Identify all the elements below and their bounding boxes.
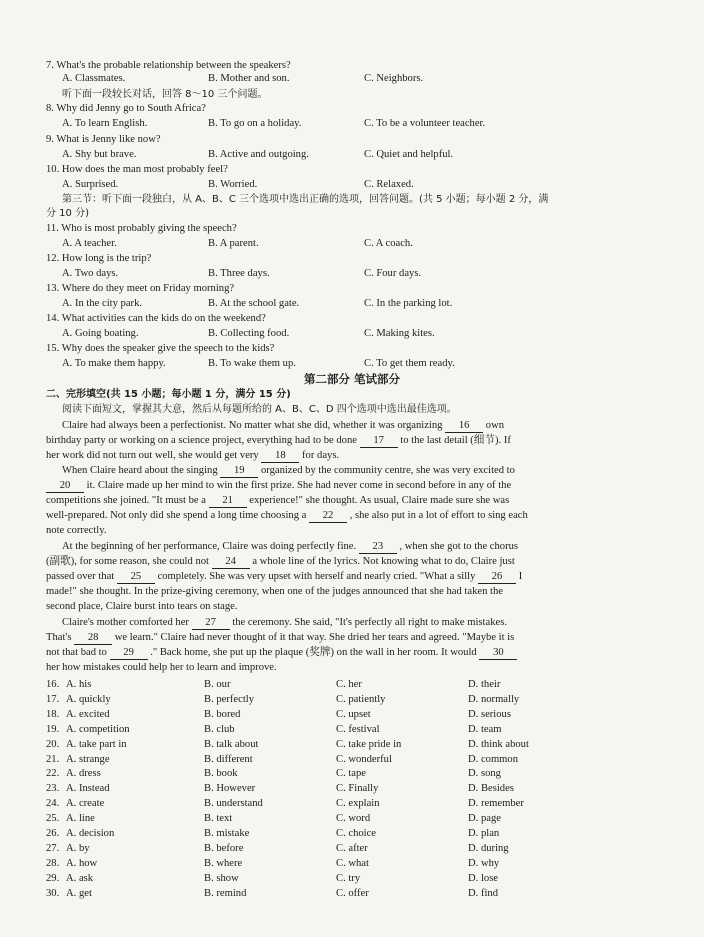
blank-17: 17	[360, 435, 398, 448]
option-c: C. explain	[336, 798, 380, 810]
option-a: A. quickly	[66, 693, 111, 705]
passage-line-14: Claire's mother comforted her 27 the ceremony. She said, "It's perfectly all right to make mistakes.	[62, 617, 507, 628]
option-c: C. what	[336, 857, 369, 869]
passage-line-8: note correctly.	[46, 525, 107, 536]
option-11a: A. A teacher.	[62, 238, 117, 249]
passage-line-12: made!" she thought. In the prize-giving ceremony, when one of the judges announced that she had taken the	[46, 586, 503, 597]
question-14: 14. What activities can the kids do on the weekend?	[46, 313, 266, 324]
passage-line-17: her how mistakes could help her to learn and improve.	[46, 662, 277, 673]
option-7a: A. Classmates.	[62, 73, 126, 84]
option-d: D. team	[468, 723, 502, 735]
option-9a: A. Shy but brave.	[62, 149, 137, 160]
option-a: A. line	[66, 813, 95, 825]
question-7: 7. What's the probable relationship between the speakers?	[46, 60, 291, 71]
option-a: A. Instead	[66, 783, 110, 795]
blank-25: 25	[117, 571, 155, 584]
option-b: B. club	[204, 723, 235, 735]
blank-21: 21	[209, 495, 247, 508]
option-a: A. ask	[66, 872, 94, 884]
passage-line-7: well-prepared. Not only did she spend a long time choosing a 22 , she also put in a lot of effort to sing each	[46, 510, 528, 521]
instruction-8-10: 听下面一段较长对话，回答 8～10 三个问题。	[62, 89, 268, 100]
option-number: 28.	[46, 857, 60, 869]
option-10a: A. Surprised.	[62, 179, 119, 190]
passage-line-11: passed over that 25 completely. She was very upset with herself and nearly cried. "What a silly 26 I	[46, 571, 523, 582]
option-a: A. dress	[66, 768, 101, 780]
question-8: 8. Why did Jenny go to South Africa?	[46, 103, 206, 114]
option-d: D. song	[468, 768, 501, 780]
option-b: B. talk about	[204, 738, 259, 750]
option-c: C. upset	[336, 708, 371, 720]
option-a: A. competition	[66, 723, 130, 735]
option-a: A. how	[66, 857, 98, 869]
question-11: 11. Who is most probably giving the speech?	[46, 223, 237, 234]
option-number: 21.	[46, 753, 60, 765]
passage-line-2: birthday party or working on a science project, everything had to be done 17 to the last detail (细节). If	[46, 435, 511, 446]
option-c: C. festival	[336, 723, 380, 735]
option-b: B. text	[204, 813, 233, 825]
option-b: B. show	[204, 872, 239, 884]
option-number: 22.	[46, 768, 60, 780]
option-a: A. strange	[66, 753, 110, 765]
option-d: D. find	[468, 887, 499, 899]
option-14b: B. Collecting food.	[208, 328, 290, 339]
option-d: D. common	[468, 753, 519, 765]
option-c: C. choice	[336, 828, 377, 839]
passage-line-4: When Claire heard about the singing 19 organized by the community centre, she was very excited to	[62, 465, 515, 476]
passage-line-13: second place, Claire burst into tears on stage.	[46, 601, 238, 612]
passage-line-1: Claire had always been a perfectionist. No matter what she did, whether it was organizing 16 own	[62, 420, 505, 431]
part2-title: 第二部分 笔试部分	[303, 372, 400, 386]
passage-line-16: not that bad to 29 ." Back home, she put up the plaque (奖牌) on the wall in her room. It would 30	[46, 646, 517, 660]
option-b: B. bored	[204, 708, 241, 720]
option-15b: B. To wake them up.	[208, 358, 296, 369]
option-d: D. remember	[468, 798, 524, 810]
option-number: 23.	[46, 783, 60, 795]
question-10: 10. How does the man most probably feel?	[46, 164, 228, 175]
option-c: C. tape	[336, 768, 367, 780]
cloze-header: 二、完形填空(共 15 小题；每小题 1 分，满分 15 分)	[46, 389, 291, 400]
question-13: 13. Where do they meet on Friday morning?	[46, 283, 235, 294]
option-d: D. lose	[468, 872, 499, 884]
option-13c: C. In the parking lot.	[364, 298, 453, 309]
option-12c: C. Four days.	[364, 268, 422, 279]
option-number: 30.	[46, 887, 60, 899]
question-9: 9. What is Jenny like now?	[46, 134, 161, 145]
blank-23: 23	[359, 541, 397, 554]
option-a: A. his	[66, 679, 92, 690]
option-number: 18.	[46, 708, 60, 720]
passage-line-10: (副歌), for some reason, she could not 24 a whole line of the lyrics. Not knowing what to do, Claire just	[46, 556, 515, 567]
passage-line-3: her work did not turn out well, she would get very 18 for days.	[46, 450, 340, 461]
option-a: A. excited	[66, 708, 110, 720]
option-15a: A. To make them happy.	[62, 358, 166, 369]
option-d: D. Besides	[468, 783, 514, 795]
passage-line-15: That's 28 we learn." Claire had never thought of it that way. She dried her tears and agreed. "Maybe it is	[46, 632, 515, 643]
option-number: 24.	[46, 798, 60, 810]
option-10c: C. Relaxed.	[364, 179, 414, 190]
option-a: A. decision	[66, 828, 115, 839]
option-b: B. However	[204, 783, 256, 795]
option-c: C. after	[336, 842, 368, 854]
option-14c: C. Making kites.	[364, 328, 435, 339]
option-7b: B. Mother and son.	[208, 73, 290, 84]
option-9b: B. Active and outgoing.	[208, 149, 309, 160]
section3-instruction: 第三节：听下面一段独白，从 A、B、C 三个选项中选出正确的选项，回答问题。(共 5 小题；每小题 2 分，满	[62, 194, 549, 205]
option-number: 26.	[46, 828, 60, 839]
blank-30: 30	[479, 647, 517, 660]
option-c: C. wonderful	[336, 753, 392, 765]
option-a: A. take part in	[66, 738, 127, 750]
option-c: C. Finally	[336, 783, 379, 795]
option-b: B. where	[204, 857, 243, 869]
option-13a: A. In the city park.	[62, 298, 143, 309]
option-number: 20.	[46, 738, 60, 750]
blank-27: 27	[192, 617, 230, 630]
option-b: B. different	[204, 753, 253, 765]
option-a: A. get	[66, 887, 92, 899]
option-d: D. page	[468, 813, 501, 825]
cloze-instruction: 阅读下面短文，掌握其大意，然后从每题所给的 A、B、C、D 四个选项中选出最佳选项。	[62, 404, 457, 415]
option-12b: B. Three days.	[208, 268, 270, 279]
option-number: 17.	[46, 693, 60, 705]
option-c: C. patiently	[336, 693, 386, 705]
option-11c: C. A coach.	[364, 238, 413, 249]
passage-line-5: 20 it. Claire made up her mind to win the first prize. She had never come in second before in any of the	[46, 479, 511, 493]
option-11b: B. A parent.	[208, 238, 259, 249]
option-8c: C. To be a volunteer teacher.	[364, 118, 486, 129]
option-number: 29.	[46, 872, 60, 884]
option-number: 16.	[46, 679, 60, 690]
question-15: 15. Why does the speaker give the speech to the kids?	[46, 343, 275, 354]
option-d: D. their	[468, 679, 501, 690]
blank-26: 26	[478, 571, 516, 584]
blank-29: 29	[110, 647, 148, 660]
option-9c: C. Quiet and helpful.	[364, 149, 454, 160]
option-c: C. try	[336, 872, 361, 884]
option-c: C. take pride in	[336, 738, 402, 750]
question-12: 12. How long is the trip?	[46, 253, 152, 264]
passage-line-6: competitions she joined. "It must be a 21 experience!" she thought. As usual, Claire made sure she was	[46, 495, 510, 506]
blank-18: 18	[261, 450, 299, 463]
option-number: 27.	[46, 842, 60, 854]
option-number: 25.	[46, 813, 60, 825]
option-15c: C. To get them ready.	[364, 358, 455, 369]
option-number: 19.	[46, 723, 60, 735]
blank-22: 22	[309, 510, 347, 523]
blank-24: 24	[212, 556, 250, 569]
option-d: D. plan	[468, 828, 500, 839]
section3-instruction-cont: 分 10 分)	[46, 208, 89, 219]
option-b: B. mistake	[204, 828, 250, 839]
option-8b: B. To go on a holiday.	[208, 118, 302, 129]
option-8a: A. To learn English.	[62, 118, 148, 129]
blank-16: 16	[445, 420, 483, 433]
option-b: B. perfectly	[204, 693, 255, 705]
option-a: A. by	[66, 842, 90, 854]
option-b: B. remind	[204, 887, 247, 899]
option-d: D. during	[468, 842, 509, 854]
blank-28: 28	[74, 632, 112, 645]
option-c: C. her	[336, 679, 362, 690]
blank-19: 19	[220, 465, 258, 478]
option-b: B. before	[204, 842, 244, 854]
option-c: C. offer	[336, 887, 369, 899]
option-13b: B. At the school gate.	[208, 298, 300, 309]
option-b: B. understand	[204, 798, 263, 810]
option-10b: B. Worried.	[208, 179, 258, 190]
option-b: B. our	[204, 679, 231, 690]
option-7c: C. Neighbors.	[364, 73, 424, 84]
option-d: D. normally	[468, 693, 520, 705]
option-d: D. think about	[468, 738, 529, 750]
passage-line-9: At the beginning of her performance, Claire was doing perfectly fine. 23 , when she got to the chorus	[62, 541, 519, 552]
option-14a: A. Going boating.	[62, 328, 139, 339]
option-d: D. serious	[468, 708, 511, 720]
option-c: C. word	[336, 813, 371, 825]
option-12a: A. Two days.	[62, 268, 119, 279]
option-a: A. create	[66, 798, 105, 810]
option-d: D. why	[468, 857, 500, 869]
option-b: B. book	[204, 768, 238, 780]
blank-20: 20	[46, 480, 84, 493]
